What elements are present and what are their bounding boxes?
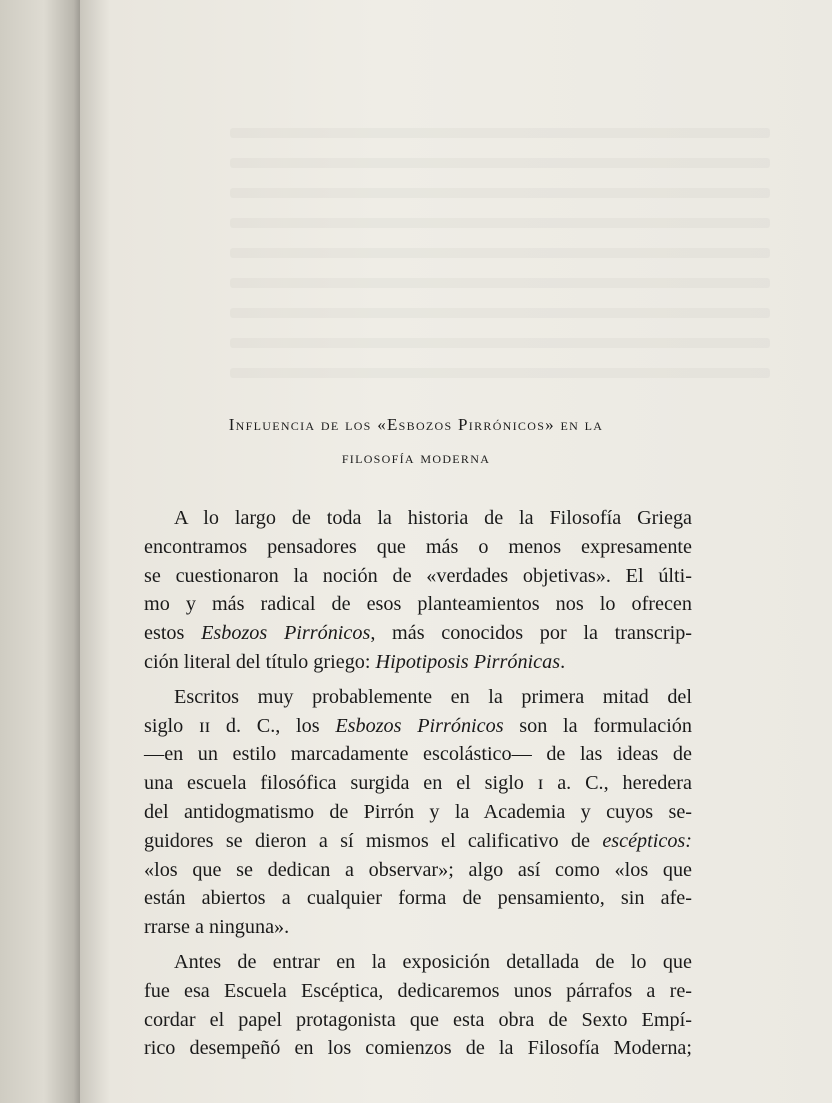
bleed-through-text xyxy=(230,368,770,378)
italic-text: Hipotiposis Pirrónicas xyxy=(375,650,561,673)
chapter-heading xyxy=(86,408,746,474)
text-line: «los que se dedican a observar»; algo así como «los que xyxy=(144,858,692,881)
text-line: rico desempeñó en los comienzos de la Filosofía Moderna; xyxy=(144,1037,692,1060)
heading-line-2: filosofía moderna xyxy=(341,448,491,467)
text-line: una escuela filosófica surgida en el siglo ɪ a. C., heredera xyxy=(144,772,692,795)
italic-text: Esbozos Pirrónicos xyxy=(201,622,371,645)
bleed-through-text xyxy=(230,338,770,348)
italic-text: Esbozos Pirrónicos xyxy=(335,714,504,737)
bleed-through-text xyxy=(230,278,770,288)
bleed-through-text xyxy=(230,308,770,318)
text-line: están abiertos a cualquier forma de pensamiento, sin afe- xyxy=(144,887,692,910)
bleed-through-text xyxy=(230,158,770,168)
text-line: del antidogmatismo de Pirrón y la Academia y cuyos se- xyxy=(144,800,692,823)
paragraph-2 xyxy=(144,683,692,942)
paragraph-3 xyxy=(144,948,692,1063)
text-line: A lo largo de toda la historia de la Filosofía Griega xyxy=(174,507,692,529)
text-line: mo y más radical de esos planteamientos nos lo ofrecen xyxy=(144,593,692,616)
paragraph-1 xyxy=(144,504,692,677)
bleed-through-text xyxy=(230,128,770,138)
text-line: ción literal del título griego: Hipotiposis Pirrónicas. xyxy=(144,650,566,673)
text-line: guidores se dieron a sí mismos el calificativo de escépticos: xyxy=(144,829,692,852)
heading-line-1: Influencia de los «Esbozos Pirrónicos» en la xyxy=(228,415,604,434)
facing-page-edge xyxy=(0,0,80,1103)
text-line: —en un estilo marcadamente escolástico— de las ideas de xyxy=(144,743,692,766)
text-line: Antes de entrar en la exposición detallada de lo que xyxy=(174,950,692,973)
bleed-through-text xyxy=(230,188,770,198)
bleed-through-text xyxy=(230,218,770,228)
text-line: Escritos muy probablemente en la primera mitad del xyxy=(174,685,692,708)
text-line: se cuestionaron la noción de «verdades objetivas». El últi- xyxy=(144,564,692,587)
body-text xyxy=(144,504,692,1069)
text-line: encontramos pensadores que más o menos expresamente xyxy=(144,535,692,558)
text-line: siglo ɪɪ d. C., los Esbozos Pirrónicos son la formulación xyxy=(144,714,692,737)
italic-text: escépticos: xyxy=(602,829,692,852)
text-line: fue esa Escuela Escéptica, dedicaremos unos párrafos a re- xyxy=(144,979,692,1002)
text-line: cordar el papel protagonista que esta obra de Sexto Empí- xyxy=(144,1008,692,1031)
bleed-through-text xyxy=(230,248,770,258)
text-line: rrarse a ninguna». xyxy=(144,916,290,939)
text-line: estos Esbozos Pirrónicos, más conocidos por la transcrip- xyxy=(144,622,693,645)
